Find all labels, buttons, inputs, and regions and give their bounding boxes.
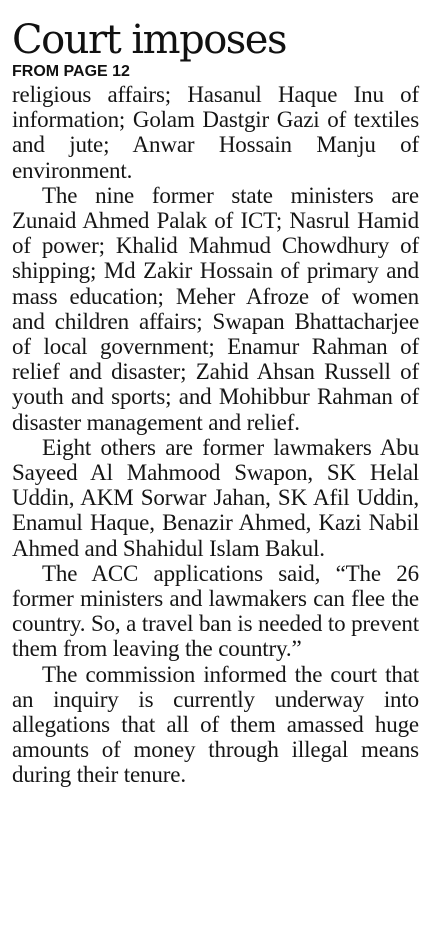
paragraph-inquiry: The commission informed the court that an inquiry is currently underway into allegations that all of them amassed huge amounts of money through illegal means during their tenure. [12, 661, 419, 788]
article-body [12, 82, 419, 788]
paragraph-continued: religious affairs; Hasanul Haque Inu of information; Golam Dastgir Gazi of textiles and jute; Anwar Hossain Manju of environment. [12, 82, 419, 183]
jump-line: FROM PAGE 12 [12, 63, 130, 80]
paragraph-acc-applications: The ACC applications said, “The 26 former ministers and lawmakers can flee the country. So, a travel ban is needed to prevent them from leaving the country.” [12, 560, 419, 662]
news-article [12, 18, 419, 788]
headline: Court imposes [12, 17, 286, 63]
paragraph-lawmakers: Eight others are former lawmakers Abu Sayeed Al Mahmood Swapon, SK Helal Uddin, AKM Sorwar Jahan, SK Afil Uddin, Enamul Haque, Benazir Ahmed, Kazi Nabil Ahmed and Shahidul Islam Bakul. [12, 434, 419, 561]
paragraph-state-ministers: The nine former state ministers are Zunaid Ahmed Palak of ICT; Nasrul Hamid of power; Khalid Mahmud Chowdhury of shipping; Md Zakir Hossain of primary and mass education; Meher Afroze of women and children affairs; Swapan Bhattacharjee of local government; Enamur Rahman of relief and disaster; Zahid Ahsan Russell of youth and sports; and Mohibbur Rahman of disaster management and relief. [12, 182, 419, 435]
